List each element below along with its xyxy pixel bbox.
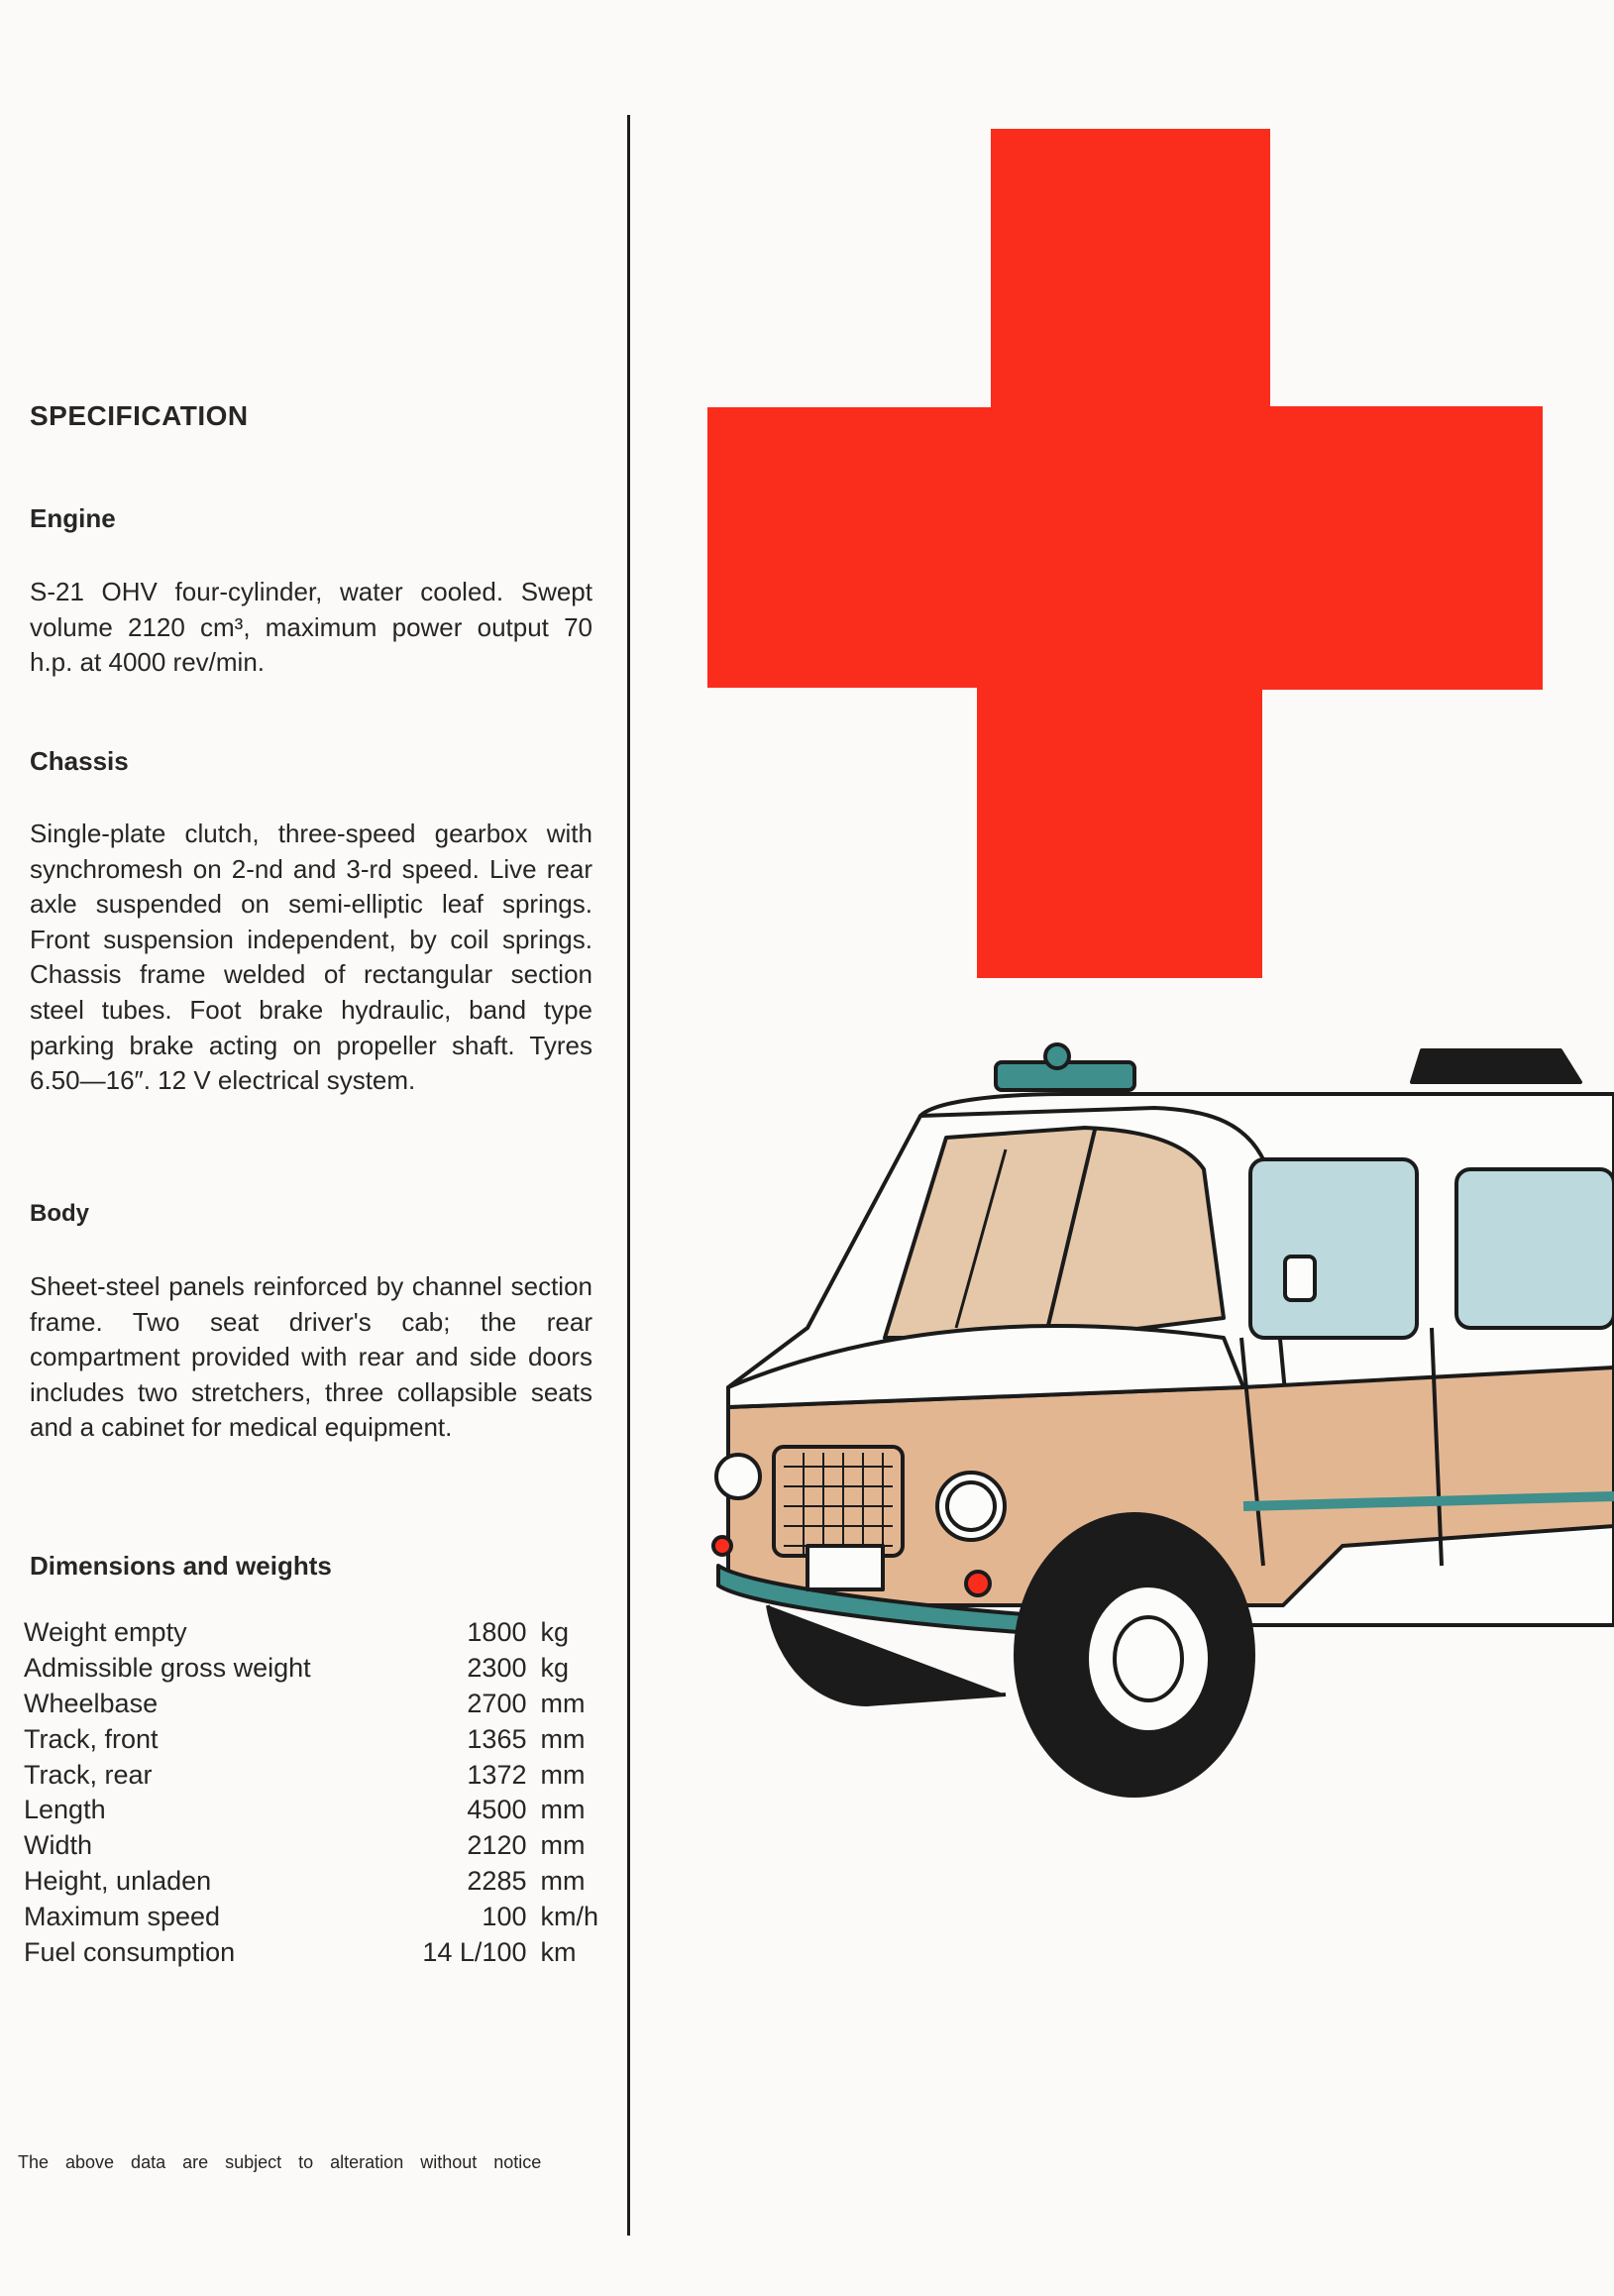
ambulance-van-illustration: [708, 1011, 1614, 1804]
dimension-label: Fuel consumption: [24, 1936, 236, 1967]
dimension-unit: mm: [540, 1830, 586, 1861]
dimension-label: Weight empty: [24, 1617, 187, 1648]
engine-heading: Engine: [30, 503, 116, 533]
dimension-label: Wheelbase: [24, 1688, 159, 1718]
dimension-value: 1800: [467, 1617, 527, 1648]
dimension-label: Track, front: [24, 1723, 159, 1754]
chassis-heading: Chassis: [30, 746, 129, 776]
dimension-value: 14 L/100: [422, 1936, 527, 1967]
dimension-unit: kg: [540, 1617, 570, 1648]
dimension-label: Track, rear: [24, 1759, 153, 1790]
dimension-value: 2120: [467, 1830, 527, 1861]
dimension-unit: mm: [540, 1759, 586, 1790]
dimension-unit: km: [540, 1936, 577, 1967]
dimension-label: Height, unladen: [24, 1865, 212, 1896]
dimension-unit: mm: [540, 1688, 586, 1718]
dimension-value: 2700: [467, 1688, 527, 1718]
dimension-unit: mm: [540, 1795, 586, 1825]
dimension-unit: mm: [540, 1865, 586, 1896]
dimension-value: 4500: [467, 1795, 527, 1825]
dimension-value: 2285: [467, 1865, 527, 1896]
dimension-value: 2300: [467, 1653, 527, 1684]
engine-text: S-21 OHV four-cylinder, water cooled. Swept volume 2120 cm³, maximum power output 70 h.p. at 4000 rev/min.: [30, 577, 592, 678]
dimension-unit: kg: [540, 1653, 570, 1684]
dimension-unit: km/h: [540, 1901, 598, 1931]
specification-title: SPECIFICATION: [30, 400, 249, 431]
dimension-label: Width: [24, 1830, 93, 1861]
dimensions-heading: Dimensions and weights: [30, 1551, 332, 1581]
body-heading: Body: [30, 1200, 89, 1227]
dimension-value: 1365: [467, 1723, 527, 1754]
dimension-unit: mm: [540, 1723, 586, 1754]
footnote: The above data are subject to alteration without notice: [18, 2152, 542, 2172]
dimension-value: 100: [482, 1901, 527, 1931]
dimension-value: 1372: [467, 1759, 527, 1790]
dimension-label: Maximum speed: [24, 1901, 221, 1931]
dimension-label: Admissible gross weight: [24, 1653, 311, 1684]
body-text: Sheet-steel panels reinforced by channel section frame. Two seat driver's cab; the rear compartment provided with rear and side doors includes two stretchers, three collapsible seats and a cabinet for medical equipment.: [30, 1271, 592, 1443]
chassis-text: Single-plate clutch, three-speed gearbox with synchromesh on 2-nd and 3-rd speed. Live rear axle suspended on semi-elliptic leaf springs. Front suspension independent, by coil springs. Chassis frame welded of rectangular section steel tubes. Foot brake hydraulic, band type parking brake acting on propeller shaft. Tyres 6.50—16″. 12 V electrical system.: [30, 819, 592, 1096]
dimension-label: Length: [24, 1795, 106, 1825]
